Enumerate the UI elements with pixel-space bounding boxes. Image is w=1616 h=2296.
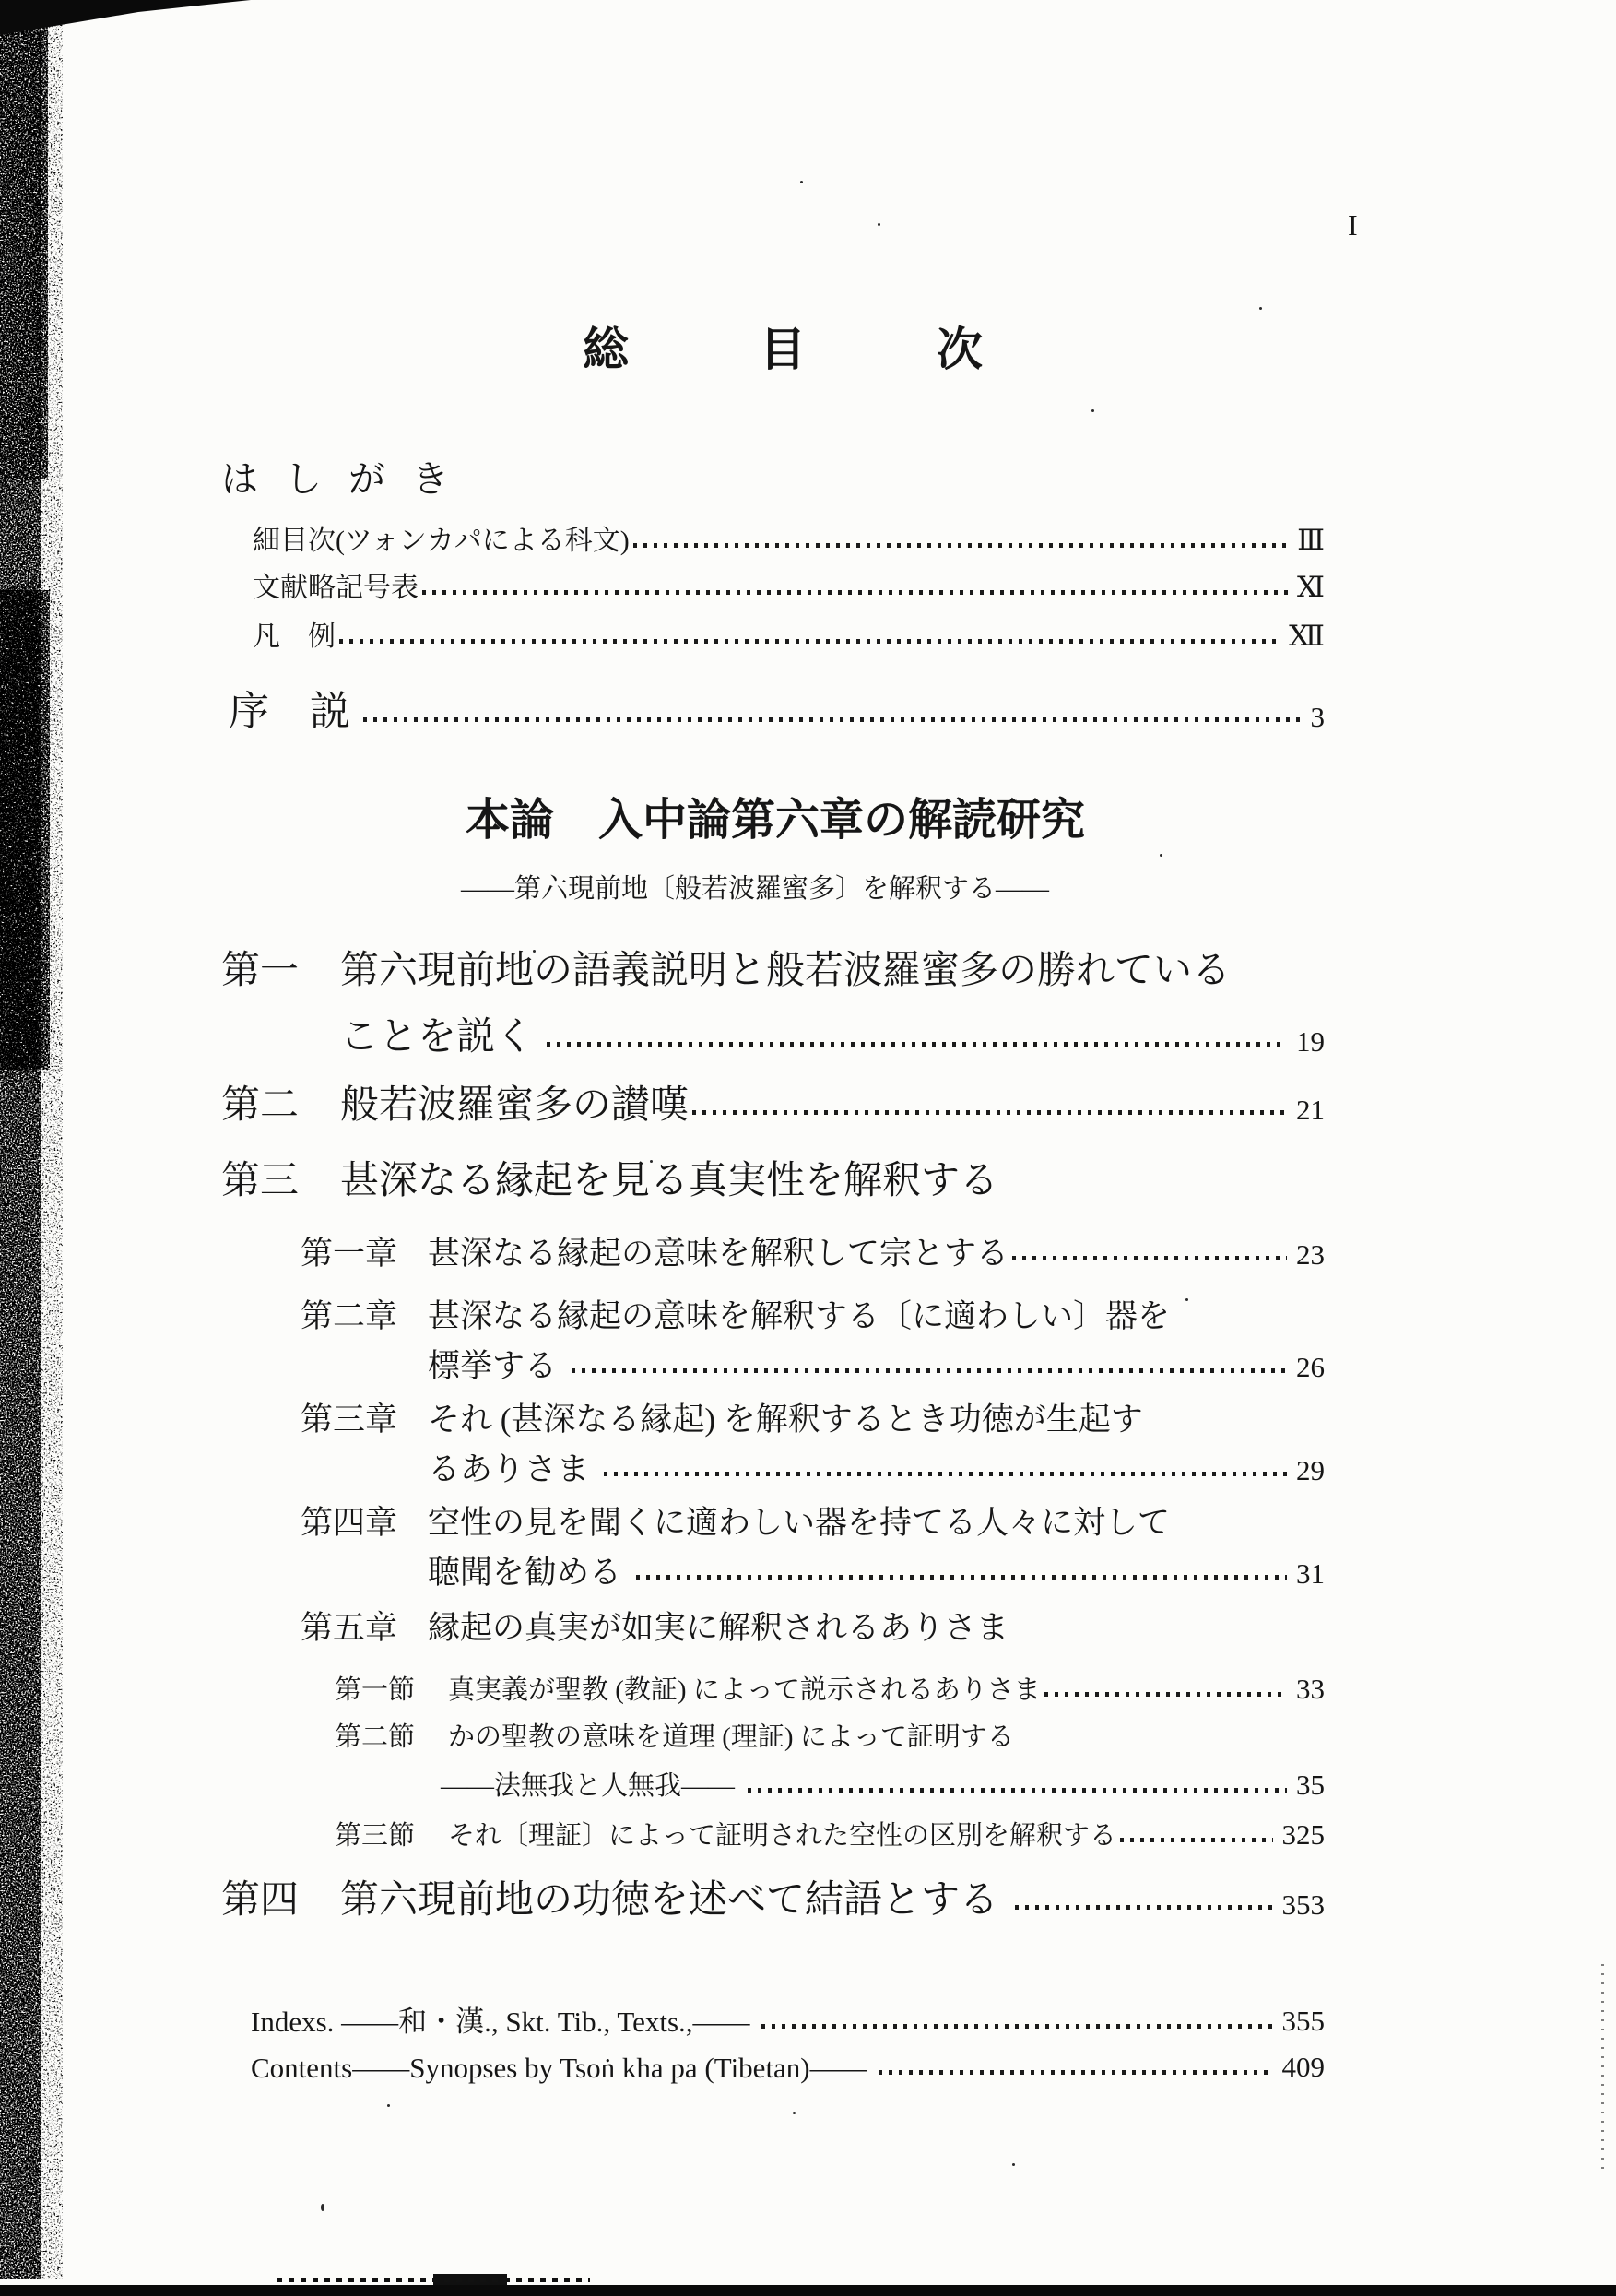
left-edge-noise-band xyxy=(0,0,63,2279)
left-edge-noise-band-inner xyxy=(0,0,41,2279)
page-number: 23 xyxy=(1296,1238,1325,1271)
section-number: 第二 xyxy=(221,1084,300,1127)
dot-leader xyxy=(633,543,1288,548)
page-number: 31 xyxy=(1296,1557,1325,1590)
main-part-subtitle: ——第六現前地〔般若波羅蜜多〕を解釈する—— xyxy=(461,874,1050,904)
node-number: 第一節 xyxy=(335,1675,416,1705)
section-title: 第六現前地の語義説明と般若波羅蜜多の勝れている xyxy=(340,950,1232,992)
page-number: 35 xyxy=(1296,1769,1325,1801)
dot-leader xyxy=(363,717,1302,722)
toc-section-4 xyxy=(221,1881,1325,1920)
toc-entry-contents-tibetan xyxy=(251,2053,1325,2082)
toc-entry-indexes xyxy=(251,2006,1325,2036)
dot-leader xyxy=(636,1575,1287,1580)
entry-label: 凡 例 xyxy=(253,621,336,652)
toc-chapter-2-line2 xyxy=(428,1350,1325,1382)
page-number: Ⅺ xyxy=(1296,571,1325,603)
noise-speck xyxy=(1160,854,1162,857)
toc-chapter-1 xyxy=(301,1237,1325,1270)
toc-entry-introduction xyxy=(229,689,1325,734)
entry-label: Indexs. ——和・漢., Skt. Tib., Texts.,—— xyxy=(251,2006,750,2038)
section-number: 第一 xyxy=(221,950,300,992)
chapter-number: 第二章 xyxy=(301,1298,398,1334)
dot-leader xyxy=(1120,1838,1272,1842)
bottom-dashed-artifact xyxy=(277,2278,590,2282)
page-number: 19 xyxy=(1296,1025,1325,1058)
dot-leader xyxy=(572,1368,1287,1373)
section-number: 第四 xyxy=(221,1879,300,1922)
node-title-continuation: ——法無我と人無我—— xyxy=(441,1771,736,1801)
noise-speck xyxy=(321,2204,324,2211)
toc-node-2-line1 xyxy=(335,1724,1325,1751)
chapter-title: 甚深なる縁起の意味を解釈して宗とする xyxy=(428,1236,1009,1272)
toc-section-1-line2 xyxy=(340,1018,1325,1057)
dot-leader xyxy=(547,1042,1287,1047)
node-title: 真実義が聖教 (教証) によって説示されるありさま xyxy=(448,1675,1041,1705)
left-edge-noise-top xyxy=(0,0,48,479)
preface-heading: はしがき xyxy=(221,458,476,500)
page-number: Ⅲ xyxy=(1297,524,1325,556)
toc-chapter-2-line1 xyxy=(301,1300,1325,1332)
toc-entry-abbreviation-table xyxy=(253,573,1325,602)
node-title: かの聖教の意味を道理 (理証) によって証明する xyxy=(448,1722,1014,1752)
dot-leader xyxy=(761,2024,1273,2029)
noise-speck xyxy=(800,181,803,183)
dot-leader xyxy=(1012,1256,1287,1260)
section-title: 般若波羅蜜多の讃嘆 xyxy=(340,1084,690,1127)
chapter-number: 第四章 xyxy=(301,1505,398,1541)
section-title: 甚深なる縁起を見る真実性を解釈する xyxy=(340,1160,999,1202)
dot-leader xyxy=(422,590,1288,595)
dot-leader xyxy=(748,1788,1287,1793)
dot-leader xyxy=(692,1110,1287,1115)
dot-leader xyxy=(1015,1905,1272,1910)
toc-section-3 xyxy=(221,1162,1325,1201)
dot-leader xyxy=(1044,1692,1287,1697)
chapter-title: 甚深なる縁起の意味を解釈する〔に適わしい〕器を xyxy=(428,1298,1171,1334)
chapter-number: 第三章 xyxy=(301,1402,398,1438)
chapter-number: 第五章 xyxy=(301,1610,398,1646)
entry-label: Contents——Synopses by Tsoṅ kha pa (Tibetan)—— xyxy=(251,2052,867,2084)
left-edge-noise-mid xyxy=(0,590,50,1070)
toc-entry-fine-contents xyxy=(253,526,1325,555)
page-number: 353 xyxy=(1281,1888,1325,1921)
main-part-title: 本論 入中論第六章の解読研究 xyxy=(466,796,1086,845)
dot-leader xyxy=(339,639,1280,644)
chapter-title: 縁起の真実が如実に解釈されるありさま xyxy=(428,1610,1009,1646)
dot-leader xyxy=(879,2070,1273,2075)
noise-speck xyxy=(1091,409,1094,412)
noise-speck xyxy=(387,2104,390,2107)
page-number: 355 xyxy=(1281,2005,1325,2037)
node-number: 第二節 xyxy=(335,1722,416,1752)
top-left-scan-blob xyxy=(0,0,251,35)
toc-node-3 xyxy=(335,1820,1325,1850)
toc-chapter-4-line1 xyxy=(301,1507,1325,1539)
chapter-title: それ (甚深なる縁起) を解釈するとき功徳が生起す xyxy=(428,1402,1143,1438)
noise-speck xyxy=(1259,307,1262,310)
page-number: 21 xyxy=(1296,1094,1325,1126)
page-number: 33 xyxy=(1296,1673,1325,1705)
page-folio: I xyxy=(1348,208,1358,242)
page-number: 26 xyxy=(1296,1351,1325,1383)
entry-label: 序 説 xyxy=(229,689,350,734)
toc-chapter-5 xyxy=(301,1612,1325,1644)
chapter-title-continuation: るありさま xyxy=(428,1451,590,1487)
section-number: 第三 xyxy=(221,1160,300,1202)
section-title: 第六現前地の功徳を述べて結語とする xyxy=(340,1879,999,1922)
bottom-scan-bar xyxy=(0,2285,1616,2296)
entry-label: 文献略記号表 xyxy=(253,573,419,603)
section-title-continuation: ことを説く xyxy=(340,1016,535,1059)
chapter-title-continuation: 聴聞を勧める xyxy=(428,1555,622,1591)
page-title: 総目次 xyxy=(583,324,1114,375)
node-title: それ〔理証〕によって証明された空性の区別を解釈する xyxy=(448,1821,1117,1851)
right-edge-noise xyxy=(1601,1964,1604,2176)
page-number: 409 xyxy=(1281,2051,1325,2083)
noise-speck xyxy=(793,2112,796,2114)
dot-leader xyxy=(604,1472,1287,1476)
entry-label: 細目次(ツォンカパによる科文) xyxy=(253,526,630,556)
chapter-title-continuation: 標挙する xyxy=(428,1348,558,1384)
noise-speck xyxy=(1012,2163,1015,2166)
toc-node-1 xyxy=(335,1675,1325,1704)
page-number: 325 xyxy=(1281,1818,1325,1851)
chapter-title: 空性の見を聞くに適わしい器を持てる人々に対して xyxy=(428,1505,1171,1541)
toc-chapter-4-line2 xyxy=(428,1556,1325,1589)
toc-section-2 xyxy=(221,1086,1325,1125)
toc-chapter-3-line1 xyxy=(301,1403,1325,1436)
toc-entry-conventions xyxy=(253,621,1325,651)
toc-section-1-line1 xyxy=(221,952,1325,990)
noise-speck xyxy=(878,223,880,226)
page-number: Ⅻ xyxy=(1289,620,1325,652)
toc-node-2-line2 xyxy=(441,1770,1325,1800)
chapter-number: 第一章 xyxy=(301,1236,398,1272)
node-number: 第三節 xyxy=(335,1821,416,1851)
toc-chapter-3-line2 xyxy=(428,1453,1325,1485)
page-number: 29 xyxy=(1296,1454,1325,1486)
page-number: 3 xyxy=(1310,701,1325,733)
